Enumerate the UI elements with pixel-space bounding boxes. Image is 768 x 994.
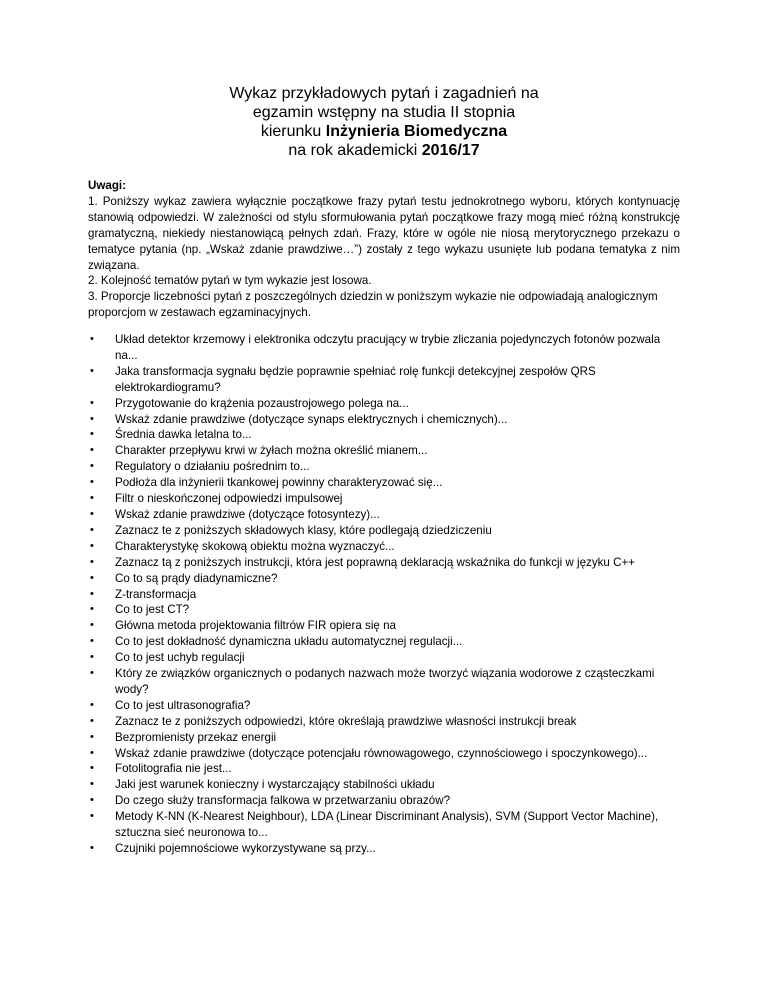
list-item	[88, 539, 680, 555]
question-text: Co to jest dokładność dynamiczna układu automatycznej regulacji...	[115, 635, 463, 649]
bullet-icon: •	[90, 412, 94, 425]
bullet-icon: •	[90, 730, 94, 743]
list-item	[88, 841, 680, 857]
list-item	[88, 459, 680, 475]
bullet-icon: •	[90, 460, 94, 473]
list-item	[88, 714, 680, 730]
question-text: Który ze związków organicznych o podanych nazwach może tworzyć wiązania wodorowe z cząsteczkami wody?	[115, 667, 655, 696]
list-item	[88, 698, 680, 714]
bullet-icon: •	[90, 523, 94, 536]
question-text: Wskaż zdanie prawdziwe (dotyczące potencjału równowagowego, czynnościowego i spoczynkowego)...	[115, 746, 648, 760]
question-text: Z-transformacja	[115, 587, 197, 601]
field-of-study: Inżynieria Biomedyczna	[325, 123, 508, 140]
question-text: Bezpromienisty przekaz energii	[115, 730, 277, 744]
title-line-4	[0, 141, 768, 160]
list-item	[88, 507, 680, 523]
question-text: Co to są prądy diadynamiczne?	[115, 571, 278, 585]
question-text: Charakter przepływu krwi w żyłach można określić mianem...	[115, 444, 428, 458]
list-item	[88, 777, 680, 793]
list-item	[88, 571, 680, 587]
title-line-3	[0, 122, 768, 141]
bullet-icon: •	[90, 603, 94, 616]
list-item	[88, 650, 680, 666]
question-text: Zaznacz te z poniższych odpowiedzi, które określają prawdziwe własności instrukcji break	[115, 714, 577, 728]
question-text: Układ detektor krzemowy i elektronika odczytu pracujący w trybie zliczania pojedynczych fotonów pozwala na...	[115, 333, 661, 362]
list-item	[88, 618, 680, 634]
question-text: Co to jest uchyb regulacji	[115, 651, 245, 665]
title-line-3-prefix: kierunku	[260, 123, 326, 140]
list-item	[88, 555, 680, 571]
list-item	[88, 761, 680, 777]
bullet-icon: •	[90, 842, 94, 854]
list-item	[88, 666, 680, 698]
bullet-icon: •	[90, 539, 94, 552]
bullet-icon: •	[90, 333, 94, 345]
list-item	[88, 412, 680, 428]
question-text: Fotolitografia nie jest...	[115, 762, 232, 776]
question-text: Wskaż zdanie prawdziwe (dotyczące synaps elektrycznych i chemicznych)...	[115, 412, 508, 426]
question-text: Filtr o nieskończonej odpowiedzi impulsowej	[115, 492, 343, 506]
question-text: Przygotowanie do krążenia pozaustrojowego polega na...	[115, 396, 409, 410]
list-item	[88, 491, 680, 507]
question-text: Czujniki pojemnościowe wykorzystywane są przy...	[115, 842, 376, 855]
bullet-icon: •	[90, 714, 94, 727]
bullet-icon: •	[90, 794, 94, 807]
question-text: Zaznacz tą z poniższych instrukcji, która jest poprawną deklaracją wskaźnika do funkcji w języku C++	[115, 555, 636, 569]
bullet-icon: •	[90, 507, 94, 520]
bullet-icon: •	[90, 746, 94, 759]
note-2: 2. Kolejność tematów pytań w tym wykazie jest losowa.	[88, 274, 372, 288]
list-item	[88, 809, 680, 841]
list-item	[88, 730, 680, 746]
list-item	[88, 793, 680, 809]
question-text: Średnia dawka letalna to...	[115, 428, 252, 442]
note-3: 3. Proporcje liczebności pytań z poszczególnych dziedzin w poniższym wykazie nie odpowiadają analogicznym proporcjom w zestawach egzaminacyjnych.	[88, 290, 658, 320]
list-item	[88, 475, 680, 491]
academic-year: 2016/17	[421, 142, 480, 159]
bullet-icon: •	[90, 651, 94, 664]
bullet-icon: •	[90, 587, 94, 600]
title-line-4-prefix: na rok akademicki	[288, 142, 422, 159]
list-item	[88, 396, 680, 412]
question-text: Podłoża dla inżynierii tkankowej powinny charakteryzować się...	[115, 476, 443, 490]
list-item	[88, 634, 680, 650]
list-item	[88, 587, 680, 603]
bullet-icon: •	[90, 635, 94, 648]
document-title	[0, 84, 768, 160]
bullet-icon: •	[90, 492, 94, 505]
bullet-icon: •	[90, 810, 94, 823]
notes-header: Uwagi:	[88, 179, 127, 192]
list-item	[88, 364, 680, 396]
bullet-icon: •	[90, 698, 94, 711]
bullet-icon: •	[90, 555, 94, 568]
notes-section	[88, 178, 680, 321]
bullet-icon: •	[90, 476, 94, 489]
question-text: Charakterystykę skokową obiektu można wyznaczyć...	[115, 539, 395, 553]
question-text: Wskaż zdanie prawdziwe (dotyczące fotosyntezy)...	[115, 507, 380, 521]
question-text: Jaki jest warunek konieczny i wystarczający stabilności układu	[115, 778, 435, 792]
note-1: 1. Poniższy wykaz zawiera wyłącznie początkowe frazy pytań testu jednokrotnego wyboru, których kontynuację stanowią odpowiedzi. W zależności od stylu sformułowania pytań początkowe frazy mogą mieć różną konstrukcję gramatyczną, niekiedy niestanowiącą pełnych zdań. Frazy, które w ogóle nie niosą merytorycznego przekazu o tematyce pytania (np. „Wskaż zdanie prawdziwe…”) zostały z tego wykazu usunięte lub podana tematyka z nim związana.	[88, 194, 680, 272]
question-list	[88, 332, 680, 857]
question-text: Główna metoda projektowania filtrów FIR opiera się na	[115, 619, 396, 633]
bullet-icon: •	[90, 667, 94, 680]
bullet-icon: •	[90, 428, 94, 441]
bullet-icon: •	[90, 778, 94, 791]
bullet-icon: •	[90, 619, 94, 632]
bullet-icon: •	[90, 762, 94, 775]
title-line-1: Wykaz przykładowych pytań i zagadnień na	[229, 85, 539, 102]
question-text: Co to jest ultrasonografia?	[115, 698, 251, 712]
title-line-2: egzamin wstępny na studia II stopnia	[252, 104, 516, 121]
list-item	[88, 602, 680, 618]
question-text: Do czego służy transformacja falkowa w przetwarzaniu obrazów?	[115, 794, 451, 808]
question-text: Regulatory o działaniu pośrednim to...	[115, 460, 310, 474]
list-item	[88, 443, 680, 459]
bullet-icon: •	[90, 364, 94, 377]
list-item	[88, 332, 680, 364]
question-text: Zaznacz te z poniższych składowych klasy, które podlegają dziedziczeniu	[115, 523, 492, 537]
list-item	[88, 427, 680, 443]
bullet-icon: •	[90, 396, 94, 409]
bullet-icon: •	[90, 571, 94, 584]
question-text: Co to jest CT?	[115, 603, 190, 617]
question-text: Metody K-NN (K-Nearest Neighbour), LDA (Linear Discriminant Analysis), SVM (Support Vector Machine), sztuczna sieć neuronowa to...	[115, 810, 659, 840]
list-item	[88, 523, 680, 539]
question-text: Jaka transformacja sygnału będzie poprawnie spełniać rolę funkcji detekcyjnej zespołów QRS elektrokardiogramu?	[115, 364, 596, 394]
bullet-icon: •	[90, 444, 94, 457]
list-item	[88, 746, 680, 762]
